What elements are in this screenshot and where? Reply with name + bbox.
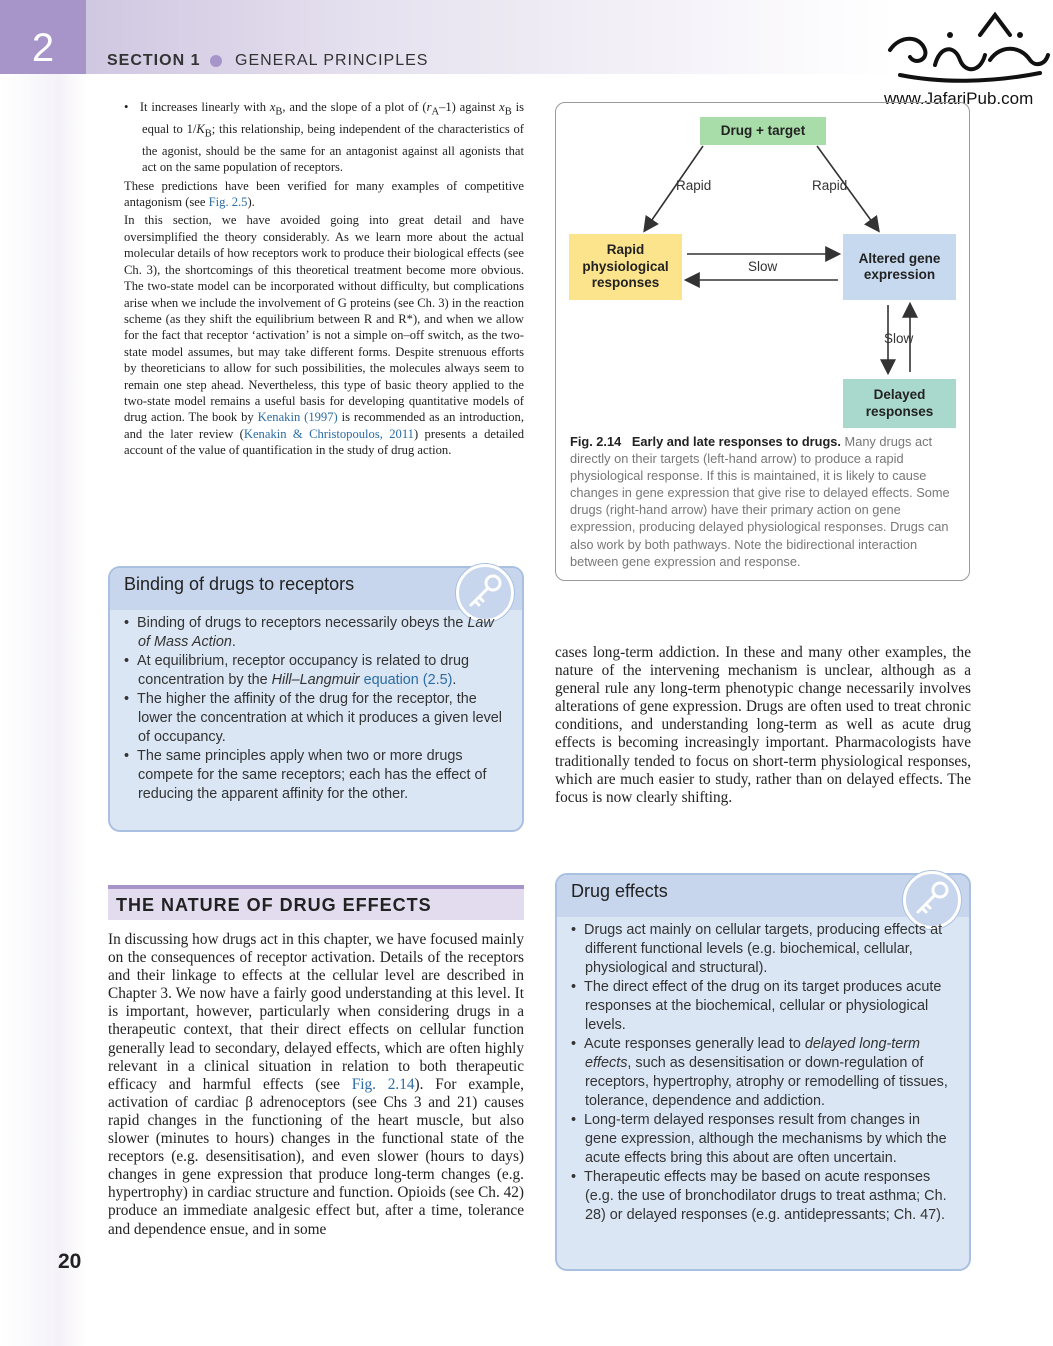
box-title: Binding of drugs to receptors <box>124 574 355 594</box>
left-column-text <box>124 99 524 461</box>
list-item: • The higher the affinity of the drug for the receptor, the lower the concentration at which it produces a given level of occupancy. <box>124 691 502 745</box>
paragraph: These predictions have been verified for many examples of competitive antagonism (see Fig. 2.5). <box>124 178 524 210</box>
drug-effects-summary-box <box>555 873 971 1271</box>
reference-link[interactable]: Kenakin (1997) <box>257 410 338 425</box>
list-item: • At equilibrium, receptor occupancy is related to drug concentration by the Hill–Langmuir equation (2.5). <box>124 653 470 688</box>
arrow-label: Rapid <box>812 178 848 193</box>
figure-caption: Fig. 2.14 Early and late responses to drugs. Many drugs act directly on their targets (left-hand arrow) to produce a rapid physiological response. If this is maintained, it is likely to cause changes in gene expression that give rise to delayed effects. Some drugs (right-hand arrow) have their primary action on gene expression, producing delayed physiological responses. Drugs can also work by both pathways. Note the bidirectional interaction between gene expression and response. <box>570 434 950 569</box>
node-drug-target: Drug + target <box>700 117 826 145</box>
publisher-logo-icon <box>880 5 1050 90</box>
margin-stripe <box>0 74 86 1346</box>
equation-link[interactable]: equation (2.5) <box>359 672 453 688</box>
section-label: SECTION 1 <box>107 52 201 69</box>
arrow-label: Slow <box>748 259 778 274</box>
figure-link[interactable]: Fig. 2.14 <box>351 1075 415 1093</box>
paragraph: In this section, we have avoided going into great detail and have oversimplified the theory considerably. As we learn more about the actual molecular details of how receptors work to produce their biological effects (see Ch. 3), the shortcomings of this theoretical treatment become more obvious. The two-state model can be incorporated without difficulty, but complications arise when we include the involvement of G proteins (see Ch. 3) in the reaction scheme (as they shift the equilibrium between R and R*), and when we allow for the fact that receptor ‘activation’ is not a simple on–off switch, as the two-state model assumes, but may take different forms. Despite strenuous efforts by theoreticians to allow for such possibilities, the molecules always seem to remain one step ahead. Nevertheless, this type of basic theory applied to the two-state model remains a useful basis for developing quantitative models of drug action. The book by Kenakin (1997) is recommended as an introduction, and the later review (Kenakin & Christopoulos, 2011) presents a detailed account of the value of quantification in the study of drug action. <box>124 213 525 458</box>
page-number: 20 <box>58 1250 82 1273</box>
list-item: • Long-term delayed responses result from changes in gene expression, although the mechanisms by which the acute effects bring this about are often uncertain. <box>571 1112 947 1166</box>
chapter-number: 2 <box>31 26 55 70</box>
list-item: • Acute responses generally lead to delayed long-term effects, such as desensitisation or down-regulation of receptors, hypertrophy, atrophy or remodelling of tissues, tolerance, dependence and addiction. <box>571 1036 948 1109</box>
list-item: • The same principles apply when two or more drugs compete for the same receptors; each has the effect of reducing the apparent affinity for the other. <box>124 748 487 802</box>
box-list <box>124 614 504 804</box>
paragraph: In discussing how drugs act in this chapter, we have focused mainly on the consequences of receptor activation. Details of the receptors and their linkage to effects at the cellular level are described in Chapter 3. We now have a fairly good understanding at this level. It is important, however, particularly when considering drugs in a therapeutic context, that their direct effects on cellular function generally lead to secondary, delayed effects, which are often highly relevant in a clinical situation in relation to both therapeutic efficacy and harmful effects (see Fig. 2.14). For example, activation of cardiac β adrenoceptors (see Chs 3 and 21) causes rapid changes in the functioning of the heart muscle, but also slower (minutes to hours) changes in the functional state of the receptors (e.g. desensitisation), and even slower (hours to days) changes in gene expression that produce long-term changes (e.g. hypertrophy) in cardiac structure and function. Opioids (see Ch. 42) produce an immediate analgesic effect but, after a time, tolerance and dependence ensue, and in some <box>108 931 524 1238</box>
reference-link[interactable]: Kenakin & Christopoulos, 2011 <box>243 426 414 441</box>
paragraph: cases long-term addiction. In these and many other examples, the nature of the intervening mechanism is unclear, although as a general rule any long-term phenotypic change necessarily involves alterations of gene expression. Drugs are often used to treat chronic conditions, and understanding long-term as well as acute drug effects is becoming increasingly important. Pharmacologists have traditionally tended to focus on short-term physiological responses, which are much easier to study, rather than on delayed effects. The focus is now clearly shifting. <box>555 644 971 806</box>
list-item: • The direct effect of the drug on its target produces acute responses at the biochemical, cellular or physiological levels. <box>571 979 942 1033</box>
watermark-url: www.JafariPub.com <box>884 89 1034 108</box>
section-title: GENERAL PRINCIPLES <box>235 52 429 69</box>
section-heading: THE NATURE OF DRUG EFFECTS <box>116 895 432 915</box>
binding-summary-box <box>108 566 524 832</box>
arrow-label: Rapid <box>676 178 712 193</box>
figure-link[interactable]: Fig. 2.5 <box>208 195 248 210</box>
right-column-text <box>555 644 971 807</box>
list-item: • Drugs act mainly on cellular targets, producing effects at different functional levels (e.g. biochemical, cellular, physiological and structural). <box>571 922 943 976</box>
node-rapid-responses: Rapid physiological responses <box>569 234 682 300</box>
arrow-label: Slow <box>884 331 914 346</box>
list-item: • Therapeutic effects may be based on acute responses (e.g. the use of bronchodilator drugs to treat asthma; Ch. 28) or delayed responses (e.g. antidepressants; Ch. 47). <box>571 1169 947 1223</box>
bullet-item: • It increases linearly with $x_B$, and the slope of a plot of $(r_A-1)$ against $x_B$ is equal to $1/K_B$; this relationship, being independent of the characteristics of the agonist, should be the same for an antagonist against all agonists that act on the same population of receptors. <box>124 100 524 175</box>
section-body <box>108 931 524 1239</box>
section-dot <box>210 55 222 67</box>
list-item: • Binding of drugs to receptors necessarily obeys the Law of Mass Action. <box>124 615 494 650</box>
box-title: Drug effects <box>571 881 668 901</box>
box-list <box>571 921 951 1225</box>
node-delayed-responses: Delayed responses <box>843 379 956 428</box>
node-altered-gene-expression: Altered gene expression <box>843 234 956 300</box>
